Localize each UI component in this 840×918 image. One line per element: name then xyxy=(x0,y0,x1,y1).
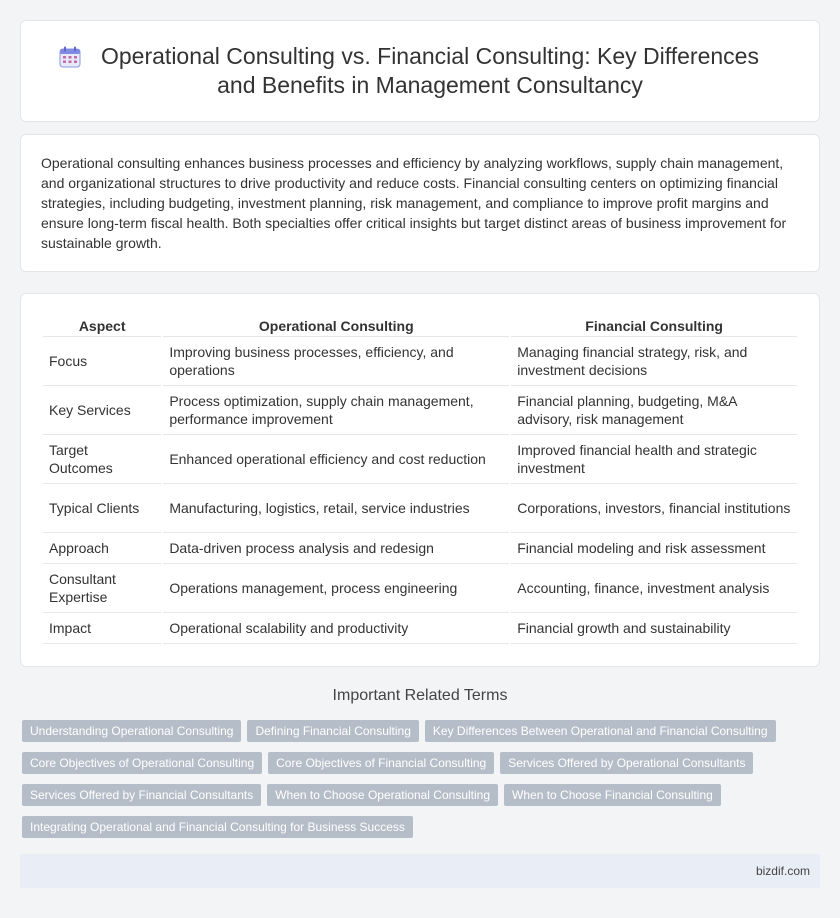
cell-aspect: Consultant Expertise xyxy=(43,564,161,613)
table-row xyxy=(43,533,797,564)
cell-financial: Financial growth and sustainability xyxy=(511,613,797,644)
cell-operational: Process optimization, supply chain management, performance improvement xyxy=(163,386,509,435)
cell-aspect: Typical Clients xyxy=(43,484,161,533)
related-term-tag[interactable]: Services Offered by Financial Consultants xyxy=(22,784,261,806)
cell-financial: Managing financial strategy, risk, and investment decisions xyxy=(511,337,797,386)
summary-text: Operational consulting enhances business processes and efficiency by analyzing workflows, supply chain management, and organizational structures to drive productivity and reduce costs. Financial consulting centers on optimizing financial strategies, including budgeting, investment planning, risk management, and compliance to improve profit margins and ensure long-term fiscal health. Both specialties offer critical insights but target distinct areas of business improvement for sustainable growth. xyxy=(41,155,787,251)
header-financial: Financial Consulting xyxy=(511,316,797,337)
cell-financial: Corporations, investors, financial institutions xyxy=(511,484,797,533)
table-row xyxy=(43,386,797,435)
summary-card xyxy=(20,134,820,272)
related-term-tag[interactable]: Core Objectives of Financial Consulting xyxy=(268,752,494,774)
table-row xyxy=(43,613,797,644)
cell-financial: Financial modeling and risk assessment xyxy=(511,533,797,564)
cell-operational: Improving business processes, efficiency, and operations xyxy=(163,337,509,386)
related-term-tag[interactable]: Understanding Operational Consulting xyxy=(22,720,241,742)
table-row xyxy=(43,564,797,613)
footer xyxy=(20,854,820,888)
cell-operational: Operational scalability and productivity xyxy=(163,613,509,644)
related-term-tag[interactable]: Integrating Operational and Financial Consulting for Business Success xyxy=(22,816,413,838)
header-operational: Operational Consulting xyxy=(163,316,509,337)
title-card xyxy=(20,20,820,122)
comparison-card xyxy=(20,293,820,667)
cell-aspect: Focus xyxy=(43,337,161,386)
cell-operational: Data-driven process analysis and redesign xyxy=(163,533,509,564)
table-row xyxy=(43,435,797,484)
table-row xyxy=(43,484,797,533)
cell-financial: Improved financial health and strategic investment xyxy=(511,435,797,484)
related-terms-title: Important Related Terms xyxy=(332,687,508,704)
cell-operational: Enhanced operational efficiency and cost reduction xyxy=(163,435,509,484)
cell-aspect: Impact xyxy=(43,613,161,644)
cell-operational: Manufacturing, logistics, retail, service industries xyxy=(163,484,509,533)
cell-financial: Accounting, finance, investment analysis xyxy=(511,564,797,613)
page-title: Operational Consulting vs. Financial Consulting: Key Differences and Benefits in Management Consultancy xyxy=(101,43,759,98)
related-term-tag[interactable]: When to Choose Operational Consulting xyxy=(267,784,498,806)
related-term-tag[interactable]: Services Offered by Operational Consultants xyxy=(500,752,753,774)
cell-aspect: Approach xyxy=(43,533,161,564)
related-term-tag[interactable]: When to Choose Financial Consulting xyxy=(504,784,721,806)
cell-aspect: Target Outcomes xyxy=(43,435,161,484)
related-term-tag[interactable]: Key Differences Between Operational and Financial Consulting xyxy=(425,720,776,742)
related-term-tag[interactable]: Defining Financial Consulting xyxy=(247,720,418,742)
cell-operational: Operations management, process engineering xyxy=(163,564,509,613)
header-aspect: Aspect xyxy=(43,316,161,337)
cell-aspect: Key Services xyxy=(43,386,161,435)
related-terms-list xyxy=(22,720,822,838)
cell-financial: Financial planning, budgeting, M&A advisory, risk management xyxy=(511,386,797,435)
related-term-tag[interactable]: Core Objectives of Operational Consulting xyxy=(22,752,262,774)
table-header-row xyxy=(43,316,797,337)
table-row xyxy=(43,337,797,386)
footer-brand-link[interactable]: bizdif.com xyxy=(755,864,810,878)
comparison-table xyxy=(41,316,799,644)
